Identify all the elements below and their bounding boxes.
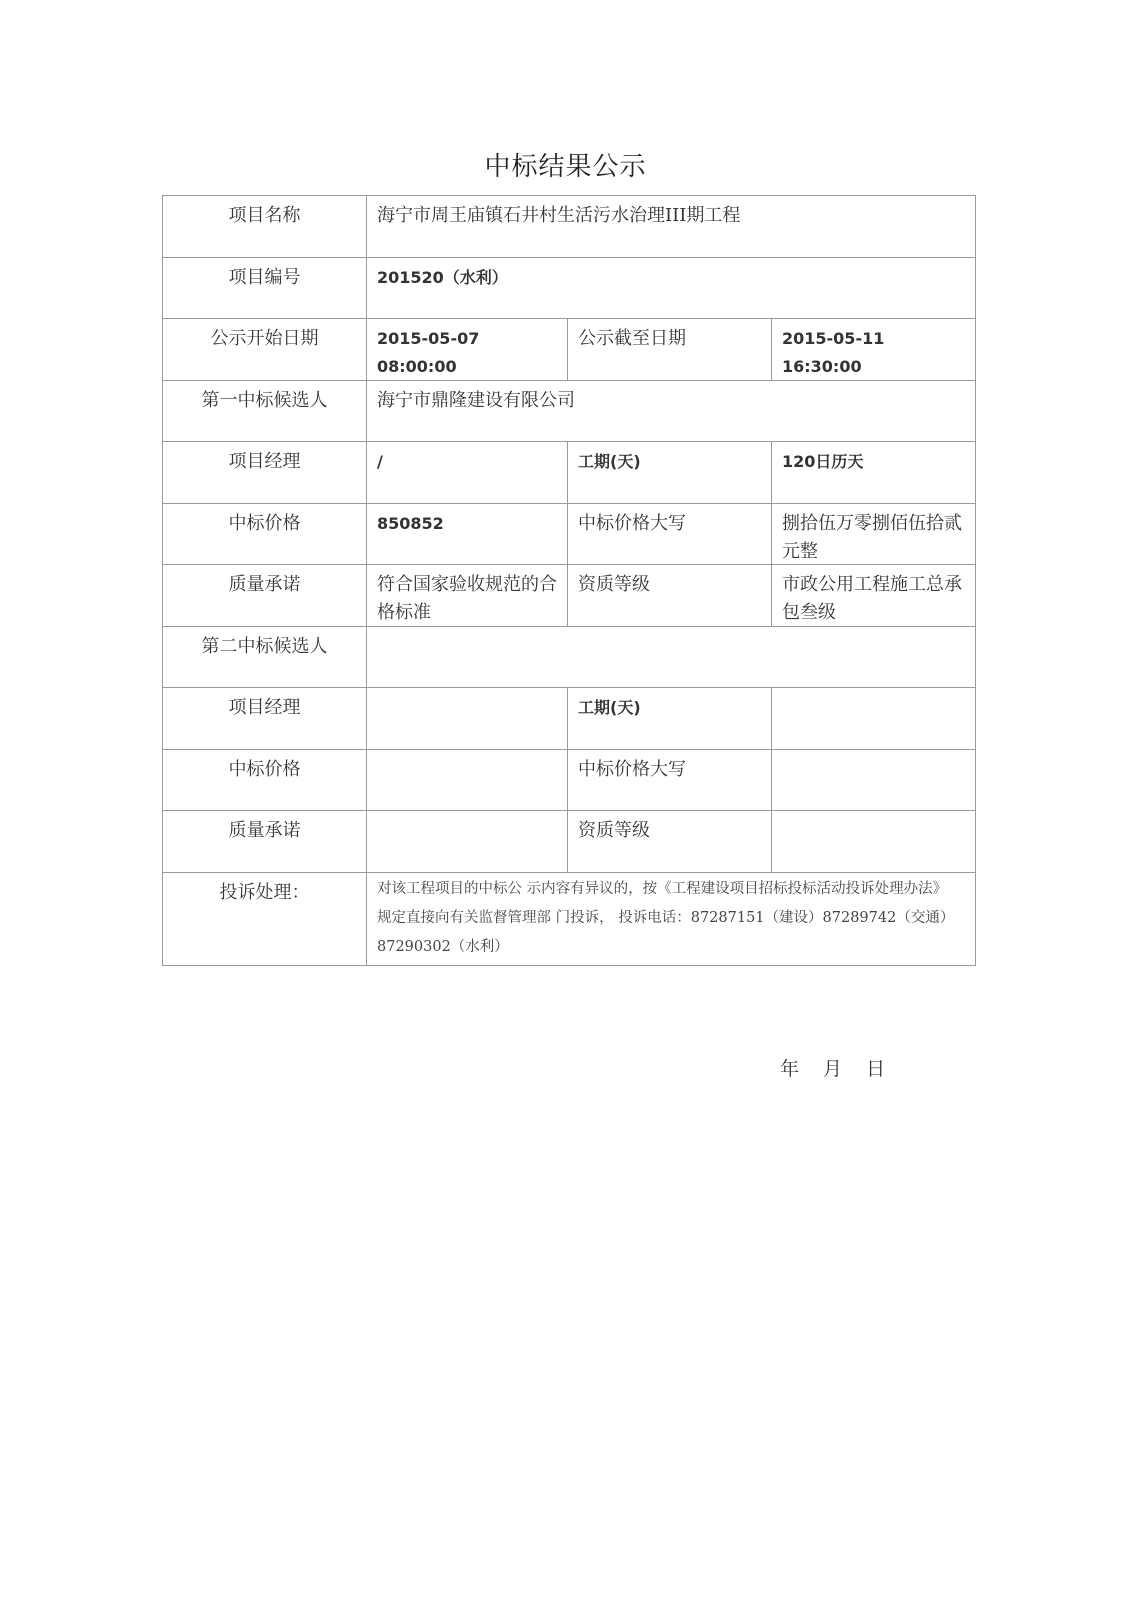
second-qualification-label: 资质等级 bbox=[567, 811, 771, 872]
row-first-price bbox=[163, 504, 975, 566]
first-manager-label: 项目经理 bbox=[228, 451, 301, 472]
second-manager-value bbox=[366, 688, 567, 749]
end-date-label: 公示截至日期 bbox=[567, 319, 771, 380]
row-project-code bbox=[163, 258, 975, 320]
first-quality-label: 质量承诺 bbox=[228, 574, 301, 595]
row-first-candidate bbox=[163, 381, 975, 443]
row-second-manager bbox=[163, 688, 975, 750]
second-price-value bbox=[366, 750, 567, 811]
first-price-value: 850852 bbox=[366, 504, 567, 565]
row-second-price bbox=[163, 750, 975, 812]
project-code-value bbox=[366, 258, 975, 319]
project-name-label: 项目名称 bbox=[228, 205, 301, 226]
second-quality-label: 质量承诺 bbox=[228, 820, 301, 841]
first-price-upper-label: 中标价格大写 bbox=[567, 504, 771, 565]
date-line: 年 月 日 bbox=[780, 1058, 888, 1080]
second-candidate-label: 第二中标候选人 bbox=[201, 635, 328, 657]
second-quality-value bbox=[366, 811, 567, 872]
project-code-text: 201520（水利） bbox=[377, 267, 508, 287]
first-candidate-name: 海宁市鼎隆建设有限公司 bbox=[366, 381, 975, 442]
first-qualification-label: 资质等级 bbox=[567, 565, 771, 626]
complaint-text: 对该工程项目的中标公 示内容有异议的，按《工程建设项目招标投标活动投诉处理办法》 规定直接向有关监督管理部 门投诉， 投诉电话：87287151（建设）87289742（交通）87290302（水利） bbox=[366, 873, 975, 965]
second-price-upper-value bbox=[771, 750, 975, 811]
complaint-label: 投诉处理： bbox=[219, 881, 310, 903]
start-date-value: 2015-05-07 08:00:00 bbox=[366, 319, 567, 380]
row-dates bbox=[163, 319, 975, 381]
first-manager-value: / bbox=[366, 442, 567, 503]
second-duration-value bbox=[771, 688, 975, 749]
first-price-upper-value: 捌拾伍万零捌佰伍拾贰元整 bbox=[771, 504, 975, 565]
second-price-upper-label: 中标价格大写 bbox=[567, 750, 771, 811]
first-duration-value: 120日历天 bbox=[771, 442, 975, 503]
row-first-quality bbox=[163, 565, 975, 627]
result-table bbox=[162, 195, 976, 966]
first-duration-label: 工期(天) bbox=[567, 442, 771, 503]
start-date-label: 公示开始日期 bbox=[210, 328, 319, 349]
row-second-quality bbox=[163, 811, 975, 873]
end-date-value: 2015-05-11 16:30:00 bbox=[771, 319, 975, 380]
row-second-candidate bbox=[163, 627, 975, 689]
second-manager-label: 项目经理 bbox=[228, 697, 301, 718]
project-name-value: 海宁市周王庙镇石井村生活污水治理III期工程 bbox=[366, 196, 975, 257]
first-quality-value: 符合国家验收规范的合格标准 bbox=[366, 565, 567, 626]
second-price-label: 中标价格 bbox=[228, 758, 301, 780]
second-duration-label: 工期(天) bbox=[567, 688, 771, 749]
row-complaint bbox=[163, 873, 975, 965]
first-price-label: 中标价格 bbox=[228, 512, 301, 534]
first-qualification-value: 市政公用工程施工总承包叁级 bbox=[771, 565, 975, 626]
row-project-name bbox=[163, 196, 975, 258]
row-first-manager bbox=[163, 442, 975, 504]
second-candidate-name bbox=[366, 627, 975, 688]
second-qualification-value bbox=[771, 811, 975, 872]
project-code-label: 项目编号 bbox=[228, 266, 301, 288]
page-title: 中标结果公示 bbox=[484, 152, 647, 182]
first-candidate-label: 第一中标候选人 bbox=[201, 389, 328, 411]
